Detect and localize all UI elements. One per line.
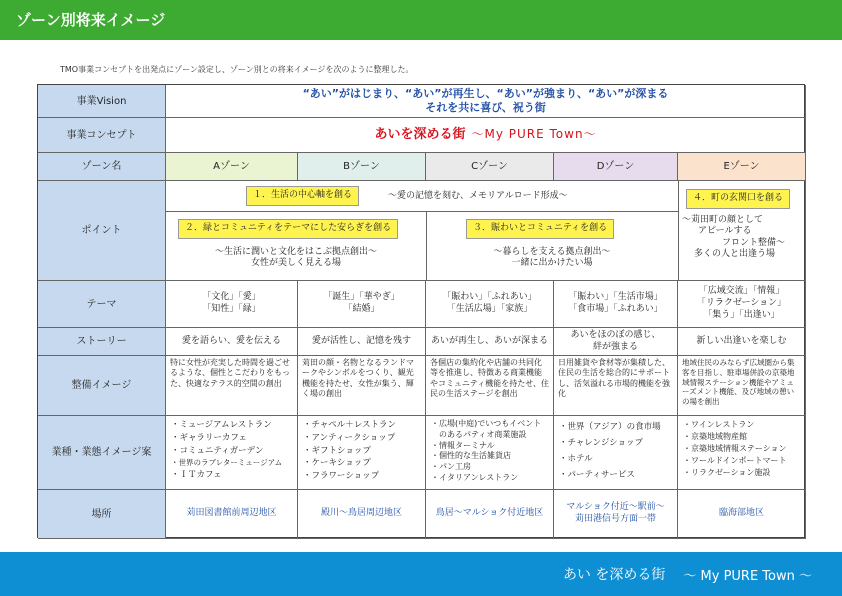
business-d-item: ・パーティサービス — [559, 470, 635, 481]
business-c — [426, 416, 554, 490]
story-a: 愛を語らい、愛を伝える — [166, 328, 298, 356]
theme-c-line-2: 「生活広場」「家族」 — [446, 304, 533, 314]
vision-cell — [166, 85, 806, 118]
point-4-desc-2: アピールする — [698, 226, 752, 237]
theme-c-line-1: 「賑わい」「ふれあい」 — [442, 292, 537, 303]
page-header — [0, 0, 842, 40]
story-d-line-2: 絆が強まる — [592, 341, 638, 352]
theme-d-line-2: 「食市場」「ふれあい」 — [568, 304, 663, 314]
business-b-item: ・ケーキショップ — [303, 458, 371, 469]
business-b-item: ・フラワーショップ — [303, 471, 380, 481]
row-header-place: 場所 — [38, 490, 166, 539]
point-3-desc — [426, 247, 678, 270]
point-1-box: １．生活の中心軸を創る — [246, 186, 359, 206]
business-b-item: ・チャペル＋レストラン — [303, 420, 396, 430]
row-header-theme: テーマ — [38, 281, 166, 328]
footer-slogan: あい を深める街 — [562, 567, 666, 583]
zone-b: Bゾーン — [298, 153, 426, 181]
business-e-item: ・京築地域情報ステーション — [683, 444, 787, 453]
business-a-item: ・ギャラリーカフェ — [171, 432, 247, 443]
zone-a: Aゾーン — [166, 153, 298, 181]
story-e: 新しい出逢いを楽しむ — [678, 328, 806, 356]
theme-a — [166, 281, 298, 328]
point-2-desc-1: ～生活に潤いと文化をはこぶ拠点創出～ — [214, 247, 377, 257]
theme-e — [678, 281, 806, 328]
vision-line-2: それを共に喜び、祝う街 — [425, 101, 546, 114]
business-a-item: ・世界のラブレターミュージアム — [171, 458, 283, 468]
business-e — [678, 416, 806, 490]
theme-a-line-1: 「文化」「愛」 — [202, 292, 261, 303]
row-header-concept: 事業コンセプト — [38, 118, 166, 153]
point-2-desc-2: 女性が美しく見える場 — [250, 258, 341, 269]
business-a-item: ・ミュージアムレストラン — [171, 420, 272, 430]
theme-e-line-3: 「集う」「出逢い」 — [703, 309, 780, 320]
business-d — [554, 416, 678, 490]
row-header-business: 業種・業態イメージ案 — [38, 416, 166, 490]
points-divider-cd — [426, 211, 427, 281]
business-e-item: ・ワールドインポートマート — [683, 456, 787, 465]
page-title: ゾーン別将来イメージ — [16, 11, 166, 29]
story-c: あいが再生し、あいが深まる — [426, 328, 554, 356]
business-b-item: ・ギフトショップ — [303, 445, 371, 456]
story-d — [554, 328, 678, 356]
row-header-story: ストーリー — [38, 328, 166, 356]
business-d-item: ・ホテル — [559, 454, 593, 465]
business-e-item: ・京築地域物産館 — [683, 432, 747, 441]
image-c: 各個店の集約化や店舗の共同化等を推進し、特徴ある商業機能やコミュニティ機能を持たせ、住民の生活ステージを創出 — [426, 356, 554, 416]
footer-slogan-sub: ～ My PURE Town ～ — [683, 568, 812, 584]
concept-cell — [166, 118, 806, 153]
business-e-item: ・ワインレストラン — [683, 420, 755, 429]
page-footer — [0, 552, 842, 596]
theme-d — [554, 281, 678, 328]
business-d-item: ・チャレンジショップ — [559, 438, 643, 449]
image-a: 特に女性が充実した時間を過ごせるような、個性とこだわりをもった、快適なテラス的空間の創出 — [166, 356, 298, 416]
point-1-desc: ～愛の記憶を刻む、メモリアルロード形成～ — [388, 191, 568, 201]
theme-b-line-2: 「結婚」 — [343, 304, 380, 314]
business-c-item: ・情報ターミナル — [431, 440, 495, 450]
business-a — [166, 416, 298, 490]
theme-e-line-1: 「広域交流」「情報」 — [698, 286, 785, 297]
place-e: 臨海部地区 — [678, 490, 806, 539]
theme-b-line-1: 「誕生」「華やぎ」 — [323, 292, 400, 303]
theme-c — [426, 281, 554, 328]
business-c-item: ・広場(中庭)でいつもイベント — [431, 419, 542, 428]
zone-table — [37, 84, 805, 538]
zone-d: Dゾーン — [554, 153, 678, 181]
business-e-item: ・リラクゼーション施設 — [683, 468, 771, 477]
image-d: 日用雑貨や食材等が集積した、住民の生活を総合的にサポートし、活気溢れる市場的機能を強化 — [554, 356, 678, 416]
point-4-box: ４．町の玄関口を創る — [686, 189, 790, 209]
vision-line-1: “あい”がはじまり、“あい”が再生し、“あい”が強まり、“あい”が深まる — [302, 86, 669, 100]
point-3-box: ３．賑わいとコミュニティを創る — [466, 219, 614, 239]
intro-text: TMO事業コンセプトを出発点にゾーン設定し、ゾーン別との将来イメージを次のように整理した。 — [60, 65, 414, 74]
theme-d-line-1: 「賑わい」「生活市場」 — [568, 292, 663, 303]
business-a-item: ・ＩＴカフェ — [171, 469, 222, 480]
point-3-desc-1: ～暮らしを支える拠点創出～ — [493, 247, 611, 257]
theme-a-line-2: 「知性」「緑」 — [202, 304, 261, 314]
point-4-desc-4: 多くの人と出逢う場 — [694, 248, 776, 259]
business-c-item: ・イタリアンレストラン — [431, 472, 519, 482]
zone-c: Cゾーン — [426, 153, 554, 181]
concept-main: あいを深める街 — [374, 126, 466, 142]
business-d-item: ・世界（アジア）の食市場 — [559, 422, 661, 432]
business-c-item: のあるパティオ商業施設 — [431, 429, 527, 439]
business-c-item: ・パン工房 — [431, 462, 471, 472]
theme-e-line-2: 「リラクゼーション」 — [696, 298, 787, 309]
image-e: 地域住民のみならず広域圏から集客を目指し、駐車場併設の京築地域情報ステーション機能やアミューズメント機能、及び地域の憩いの場を創出 — [678, 356, 806, 416]
points-cell — [166, 181, 806, 281]
story-d-line-1: あいをほのぼの感じ、 — [570, 329, 661, 340]
row-header-zone: ゾーン名 — [38, 153, 166, 181]
business-b-item: ・アンティークショップ — [303, 432, 396, 443]
story-b: 愛が活性し、記憶を残す — [298, 328, 426, 356]
place-d-line-2: 苅田港信号方面一帯 — [574, 514, 656, 524]
row-header-point: ポイント — [38, 181, 166, 281]
point-4-desc — [682, 215, 794, 260]
theme-b — [298, 281, 426, 328]
concept-sub: ～My PURE Town～ — [471, 127, 597, 142]
place-c: 鳥居～マルショク付近地区 — [426, 490, 554, 539]
image-b: 苅田の顔・名物となるランドマークやシンボルをつくり、観光機能を持たせ、女性が集う、輝く場の創出 — [298, 356, 426, 416]
row-header-vision: 事業Vision — [38, 85, 166, 118]
business-b — [298, 416, 426, 490]
row-header-image: 整備イメージ — [38, 356, 166, 416]
place-b: 殿川～鳥居周辺地区 — [298, 490, 426, 539]
place-d-line-1: マルショク付近～駅前～ — [566, 502, 665, 513]
point-2-desc — [166, 247, 426, 270]
zone-e: Eゾーン — [678, 153, 806, 181]
place-a: 苅田図書館前周辺地区 — [166, 490, 298, 539]
point-2-box: ２．緑とコミュニティをテーマにした安らぎを創る — [178, 219, 398, 239]
point-3-desc-2: 一緒に出かけたい場 — [511, 258, 593, 269]
point-4-desc-1: ～苅田町の顔として — [682, 215, 764, 225]
place-d — [554, 490, 678, 539]
business-c-item: ・個性的な生活雑貨店 — [431, 451, 511, 461]
point-4-desc-3: フロント整備～ — [722, 237, 786, 248]
business-a-item: ・コミュニティガーデン — [171, 445, 264, 456]
points-divider-h — [166, 211, 678, 212]
points-divider-e — [678, 181, 679, 281]
